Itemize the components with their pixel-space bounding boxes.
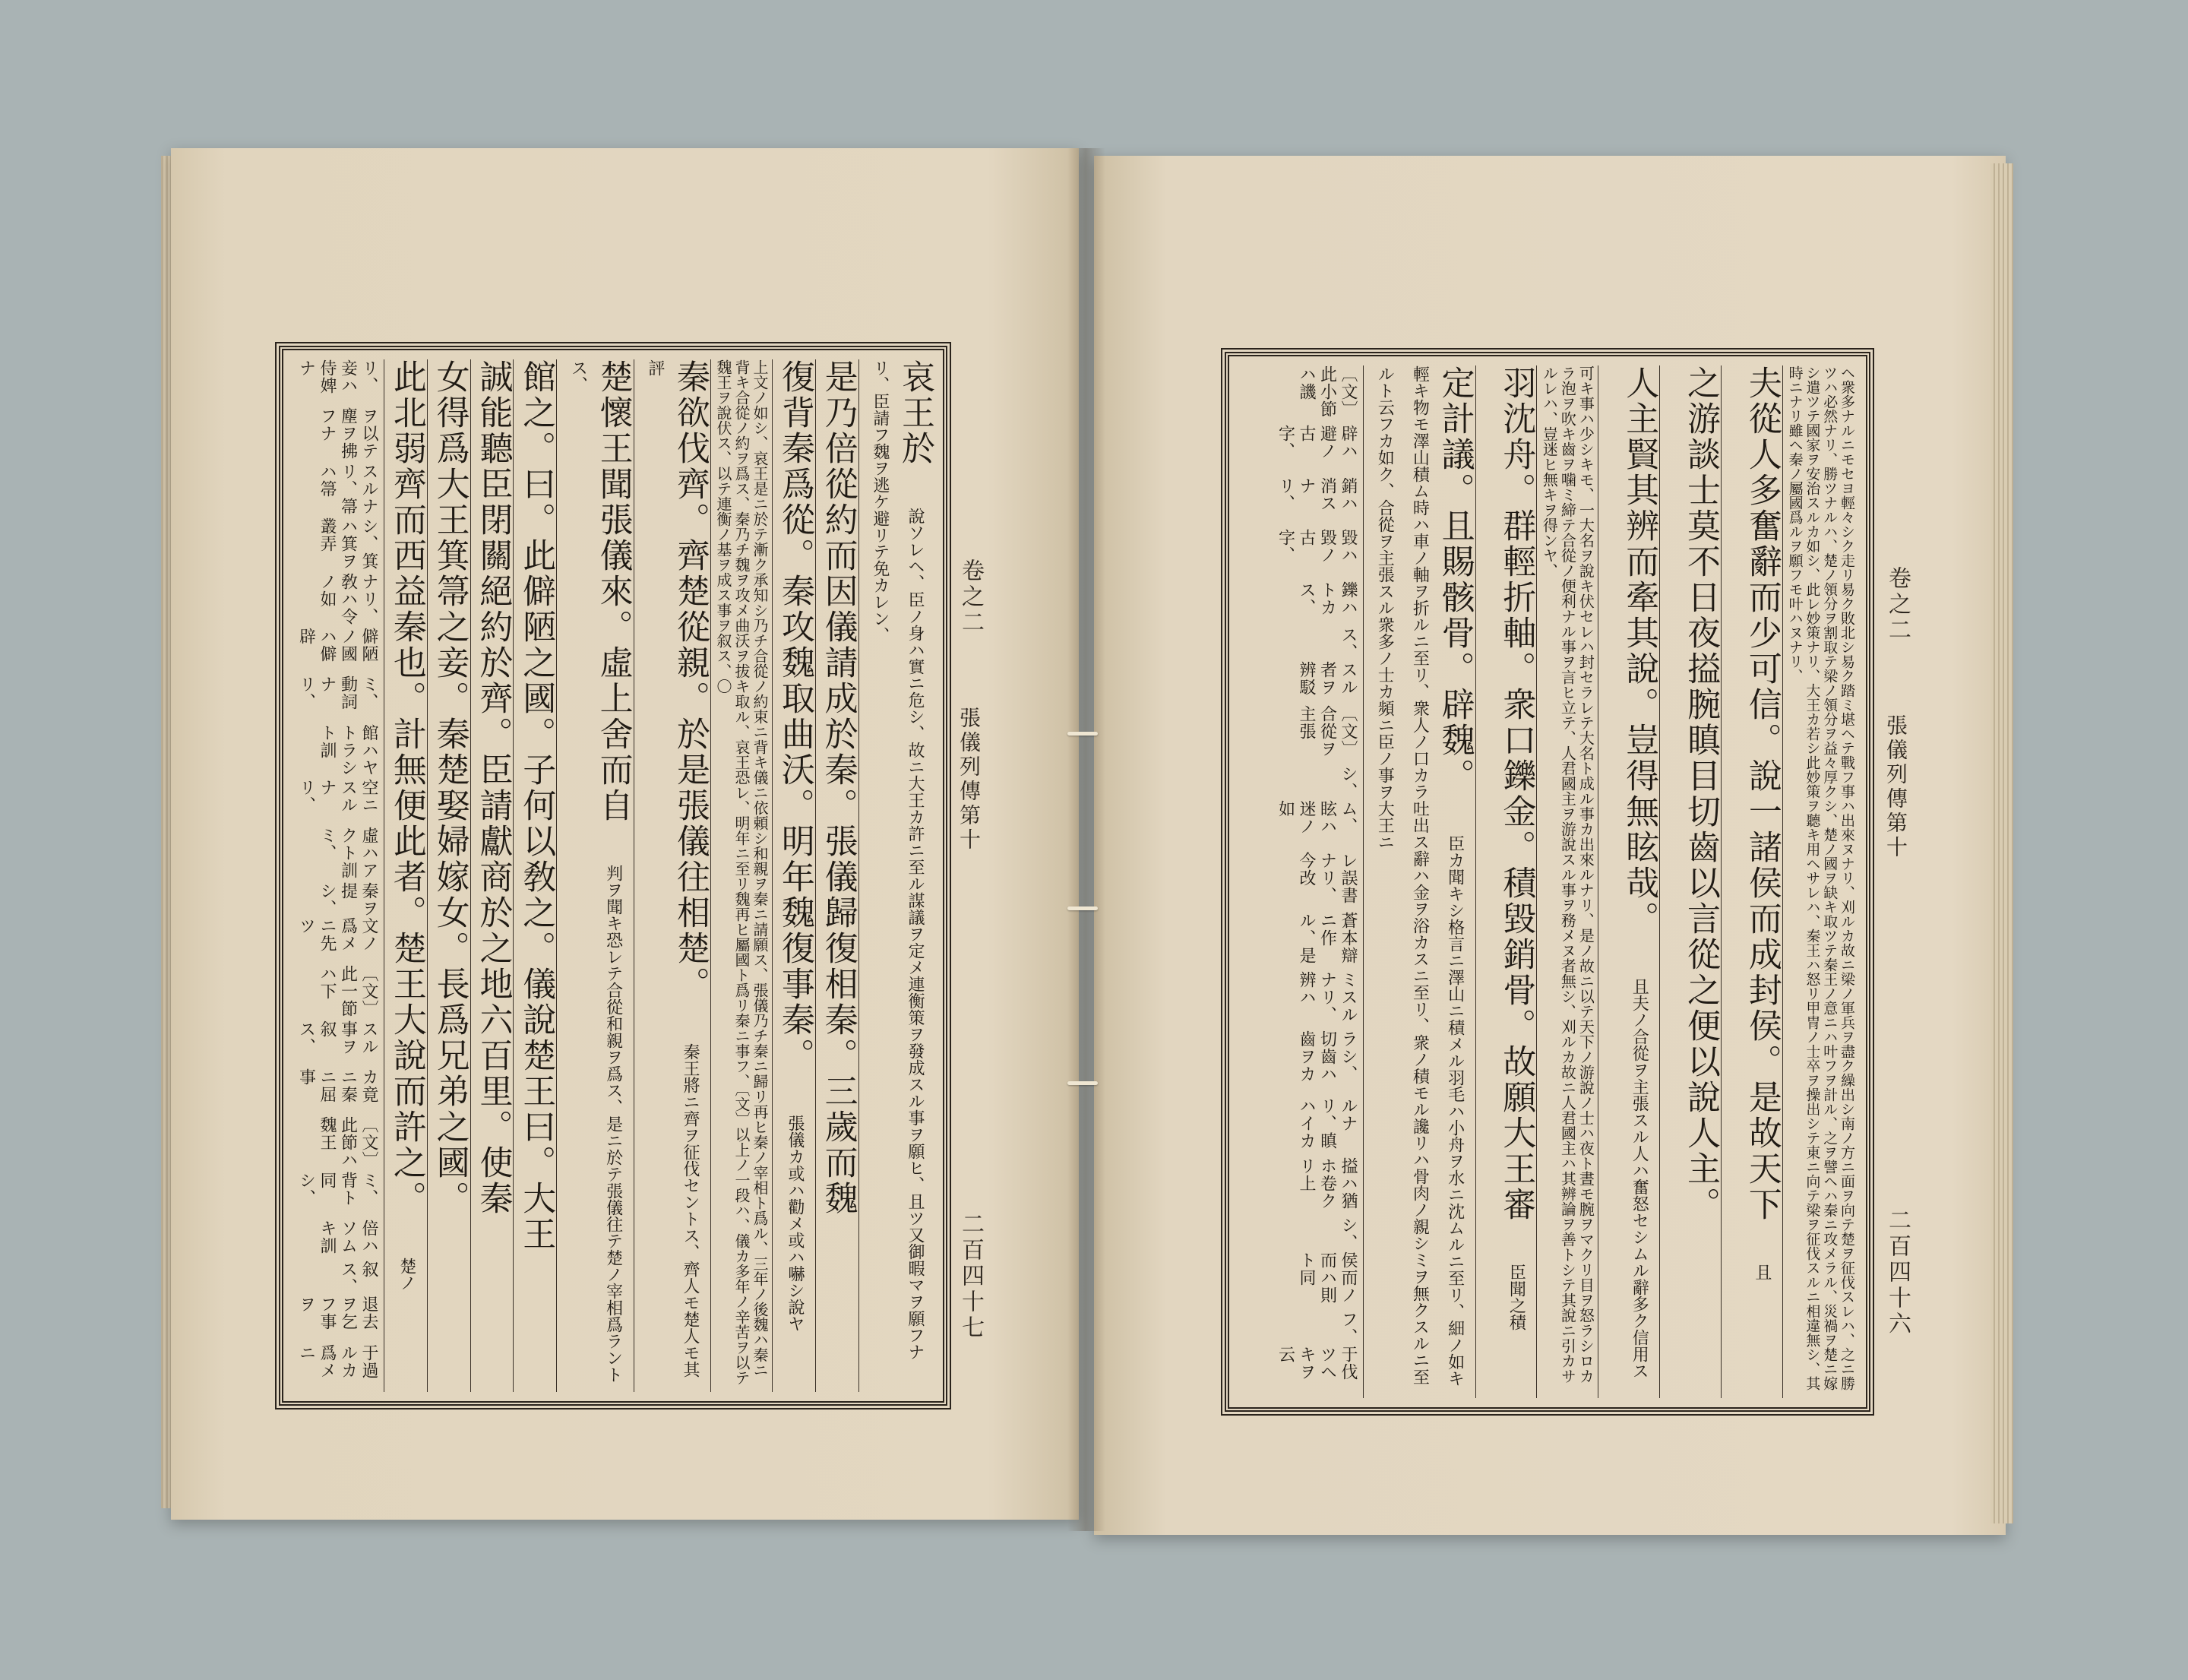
note-line: ミ、動詞ナリ、 <box>296 675 378 711</box>
note-line: スルナリ、箒ハ箒 <box>318 462 378 515</box>
text-column: 復背秦爲從。秦攻魏取曲沃。明年魏復事秦。 張儀カ或ハ勸メ或ハ嚇シ說ヤ <box>772 359 815 1392</box>
text-column: 哀王於 說ソレヘ、臣ノ身ハ實ニ危シ、故ニ大王カ許ニ至ル謀議ヲ定メ連衡策ヲ發成スル事ヲ願ヒ、且ツ又御暇マヲ願フナリ、臣請フ魏ヲ逃ケ避リテ免カレン、 <box>858 359 935 1392</box>
text-column: 羽沈舟。群輕折軸。衆口鑠金。積毀銷骨。故願大王審 臣聞之積 <box>1475 365 1537 1398</box>
note-line: 〔文〕此節ハ魏王 <box>318 1116 378 1169</box>
left-page-number: 二百四十七 <box>957 1212 984 1341</box>
marginal-notes <box>1237 365 1363 1398</box>
binding-stitch <box>1060 729 1105 739</box>
commentary-column: 可キ事ハ少シキモ、一大名ヲ說キ伏セレハ封セラレテ大名ト成ル事カ出來ルナリ、是ノ故ニ以テ天下ノ游說ノ士ハ夜ト晝モ腕ヲマクリ目ヲ怒ラシロカラ泡ヲ吹キ齒ヲ噛ミ締テ合從ノ便利ナル事ヲ言ヒ立テ、人君國主ヲ游說スル事ヲ務メヌ者無シ、刈ルカ故ニ人君國主ハ其辨論ヲ善トシテ其說ニ引カサルレハ、豈迷ヒ無キヲ得ンヤ、 <box>1536 365 1598 1398</box>
note-line: 〔文〕此小節ハ譏 <box>1297 365 1358 419</box>
note-line: 館ハヤトラシト訓 <box>318 723 378 777</box>
note-line: スル者ヲ辨駁 <box>1297 660 1358 696</box>
note-line: カ竟ニ秦ニ屈事 <box>296 1068 378 1103</box>
note-line: 銷ハ消スナリ、 <box>1276 476 1358 512</box>
right-text-frame <box>1225 352 1870 1412</box>
note-line: ヲ以テ塵ヲ拂フナ <box>318 407 378 460</box>
note-line: シ、箕ハ箕ヲ叢弄 <box>318 517 378 571</box>
text-column: 誠能聽臣閉關絕約於齊。臣請獻商於之地六百里。使秦 <box>470 359 514 1392</box>
note-line: 倍ハソムキ訓 <box>318 1220 378 1255</box>
text-column: 人主賢其辨而牽其說。豈得無眩哉。 且夫ノ合從ヲ主張スル人ハ奮怒セシムル辭多ク信用ス <box>1598 365 1659 1398</box>
note-line: シ、 <box>1339 764 1358 800</box>
note-line: フ、 <box>1339 1311 1358 1346</box>
right-page-edges <box>1990 163 2013 1523</box>
left-text-frame <box>279 346 947 1406</box>
note-line: 于過ルカ爲メニ <box>296 1343 378 1379</box>
left-header-volume: 卷之二 <box>957 558 984 636</box>
note-line: 秦ヲ提シ、 <box>318 881 378 917</box>
note-line: 〔文〕合從ヲ主張 <box>1297 705 1358 758</box>
text-column: 之游談士莫不日夜搤腕瞋目切齒以言從之便以說人主。 <box>1659 365 1721 1398</box>
note-line: ナリ、敎ハ令ノ如 <box>318 572 378 625</box>
commentary-column: 上文ノ如シ、哀王是ニ於テ漸ク承知シ乃チ合從ノ約束ニ背キ儀ニ依頼シ和親ヲ秦ニ請願ス、張儀乃チ秦ニ歸リ再ヒ秦ノ宰相ト爲ル、三年ノ後魏ハ秦ニ背キ合從ノ約ヲ爲ス、秦乃チ魏ヲ攻メ曲沃ヲ拔キ取ル、哀王恐レ、明年ニ至リ魏再ヒ屬國ト爲リ秦ニ事フ、〔文〕以上ノ一段ハ、儀カ多年ノ辛苦ヲ以テ魏王ヲ說伏ス、以テ連衡ノ基ヲ成ス事ヲ叙ス、〇 <box>710 359 772 1392</box>
note-line: 侯而ノ而ハ則ト同 <box>1297 1251 1358 1305</box>
note-line: ルナリ、瞋ハイカ <box>1297 1097 1358 1150</box>
note-line: 搤ハ猶ホ卷クリ上 <box>1297 1156 1358 1210</box>
note-line: ミスルナリ、辨ハ <box>1297 971 1358 1024</box>
book-gutter <box>1067 148 1105 1531</box>
note-line: 叙ス、 <box>338 1261 378 1296</box>
text-column: 楚懷王聞張儀來。虛上舍而自 判ヲ聞キ恐レテ合從和親ヲ爲ス、是ニ於テ張儀往テ楚ノ宰相爲ラントス、 <box>556 359 633 1392</box>
note-line: ミ、背ト同シ、 <box>296 1171 378 1207</box>
text-column: 館之。曰。此僻陋之國。子何以敎之。儀說楚王曰。大王 <box>513 359 556 1392</box>
text-column: 是乃倍從約而因儀請成於秦。張儀歸復相秦。三歲而魏 <box>815 359 858 1392</box>
note-line: ラシ、切齒ハ齒ヲカ <box>1297 1030 1358 1084</box>
right-page-number: 二百四十六 <box>1884 1208 1911 1337</box>
marginal-notes <box>291 359 384 1392</box>
binding-stitch <box>1060 1079 1105 1088</box>
note-line: 鑠ハトカス、 <box>1297 581 1358 616</box>
right-header-volume: 卷之二 <box>1884 566 1911 644</box>
note-line: リ、妾ハ侍婢ナ <box>296 359 378 395</box>
note-line: 蒼本辯ニ作ル、是 <box>1297 911 1358 964</box>
text-column: 夫從人多奮辭而少可信。說一諸侯而成封侯。是故天下 且 <box>1721 365 1782 1398</box>
note-line: 毀ハ毀ノ古字、 <box>1276 529 1358 565</box>
left-header-title: 張儀列傳第十 <box>956 707 982 853</box>
text-column: 此北弱齊而西益秦也。計無便此者。楚王大說而許之。 楚ノ <box>384 359 427 1392</box>
note-line: 于伐ツヘキヲ云 <box>1276 1346 1358 1381</box>
commentary-column: ヘ衆多ナルニモセヨ輕々シク走リ易ク敗北シ易ク踏ミ堪ヘテ戰フ事ハ出來ヌナリ、刈ルカ故ニ梁ノ軍兵ヲ盡ク繰出シ南ノ方ニ面ヲ向テ楚ヲ征伐スレハ、之ニ勝ツハ必然ナリ、勝ツナルハ、楚ノ領分ヲ割取テ梁ノ領分ヲ益々厚クシ、楚ノ國ヲ缺キ取ツテ秦王ノ意ニハ叶フヲ計ル、之ヲ譬ヘハ秦ニ攻メラル、災禍ヲ楚ニ嫁シ遣ツテ國家ヲ安治スルカ如シ、此レ妙策ナリ、大王カ若シ此妙策ヲ聽キ用ヘサレハ、秦王ハ怒リ甲冑ノ士卒ヲ操出シテ東ニ向テ梁ヲ征伐スルニ相違無シ、其時ニナリ雖ヘ秦ノ屬國爲ルヲ願フモ叶ハヌナリ、 <box>1782 365 1858 1398</box>
text-column: 定計議。且賜骸骨。辟魏。 臣カ聞キシ格言ニ澤山ニ積メル羽毛ハ小舟ヲ水ニ沈ムルニ至リ、細ノ如キ輕キ物モ澤山積ム時ハ車ノ軸ヲ折ルニ至リ、衆人ノ口カラ吐出ス辭ハ金ヲ浴カスニ至リ、衆ノ積モル讒リハ骨肉ノ親シミヲ無クスルニ至ルト云フカ如ク、合從ヲ主張スル衆多ノ士カ頻ニ臣ノ事ヲ大王ニ <box>1363 365 1475 1398</box>
note-line: シ、 <box>1339 1216 1358 1252</box>
note-line: 虛ハアクト訓ミ、 <box>318 827 378 880</box>
text-column: 女得爲大王箕箒之妾。秦楚娶婦嫁女。長爲兄弟之國。 <box>427 359 470 1392</box>
note-line: 文ノ爲メニ先ツ <box>296 916 378 952</box>
note-line: 〔文〕此一節ハ下 <box>318 965 378 1018</box>
right-header-title: 張儀列傳第十 <box>1883 714 1908 860</box>
note-line: ム、眩ハ迷ノ如 <box>1276 799 1358 835</box>
note-line: 退去ヲ乞フ事ヲ <box>296 1296 378 1331</box>
note-line: レ誤書ナリ、今改 <box>1297 852 1358 905</box>
note-line: 辟ハ避ノ古字、 <box>1276 425 1358 460</box>
note-line: スル事ヲ叙ス、 <box>296 1020 378 1055</box>
text-column: 秦欲伐齊。齊楚從親。於是張儀往相楚。 秦王將ニ齊ヲ征伐セントス、齊人モ楚人モ其評 <box>634 359 710 1392</box>
note-line: 僻陋ノ國ハ僻辟 <box>296 627 378 663</box>
note-line: ス、 <box>1339 625 1358 661</box>
note-line: 空ニスルナリ、 <box>296 779 378 815</box>
binding-stitch <box>1060 904 1105 913</box>
